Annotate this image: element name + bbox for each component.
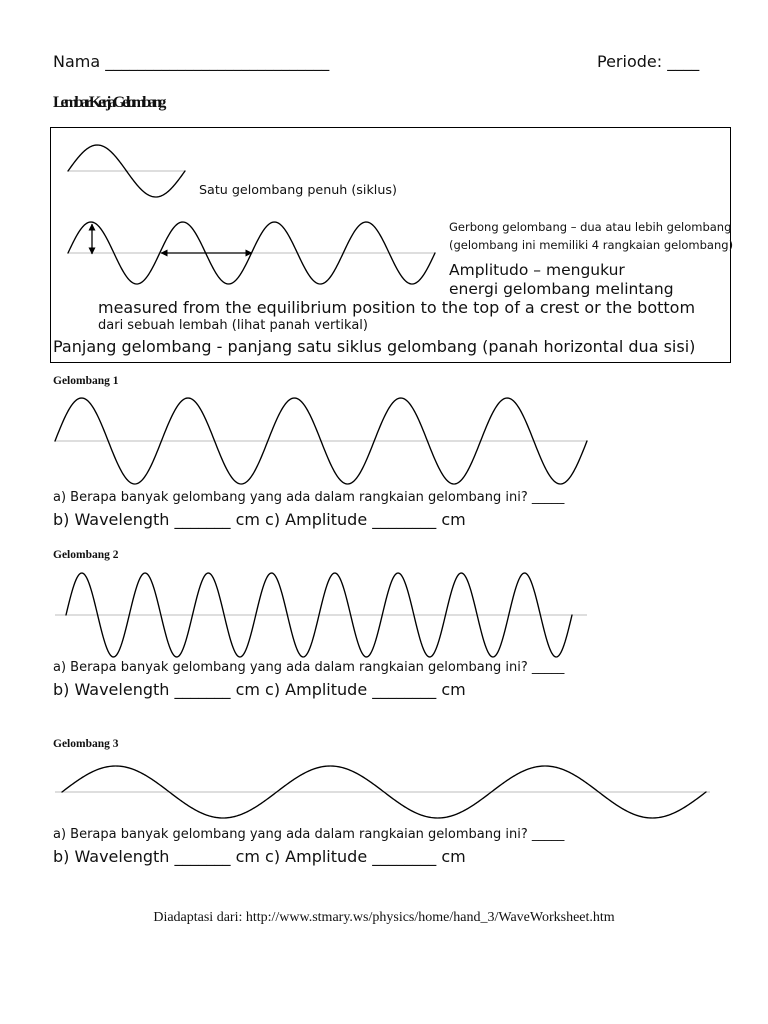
- wave-3-question-a: a) Berapa banyak gelombang yang ada dalam rangkaian gelombang ini? _____: [53, 827, 565, 842]
- wave-2-section: [0, 549, 768, 704]
- wavelength-definition: Panjang gelombang - panjang satu siklus gelombang (panah horizontal dua sisi): [53, 337, 696, 357]
- wave-1-title: Gelombang 1: [53, 375, 119, 387]
- source-attribution: Diadaptasi dari: http://www.stmary.ws/physics/home/hand_3/WaveWorksheet.htm: [153, 909, 615, 925]
- wave-2-question-a: a) Berapa banyak gelombang yang ada dalam rangkaian gelombang ini? _____: [53, 660, 565, 675]
- period-field-label: Periode: ____: [597, 52, 700, 71]
- wave-2-diagram: [0, 565, 768, 665]
- intro-definitions-box: [50, 127, 734, 363]
- page-title: LembarKerjaGelombang: [53, 94, 164, 111]
- one-wave-caption: Satu gelombang penuh (siklus): [199, 182, 397, 198]
- wave-2-title: Gelombang 2: [53, 549, 119, 561]
- name-field-label: Nama ____________________________: [53, 52, 330, 71]
- wave-train-note: (gelombang ini memiliki 4 rangkaian gelombang): [449, 238, 734, 252]
- wave-1-diagram: [0, 390, 768, 495]
- wave-3-title: Gelombang 3: [53, 738, 119, 750]
- wave-1-question-a: a) Berapa banyak gelombang yang ada dalam rangkaian gelombang ini? _____: [53, 490, 565, 505]
- wave-1-section: [0, 375, 768, 535]
- wave-1-question-bc: b) Wavelength _______ cm c) Amplitude ________ cm: [53, 510, 466, 530]
- amplitude-definition-line: dari sebuah lembah (lihat panah vertikal): [98, 318, 368, 334]
- amplitude-definition-line: measured from the equilibrium position to the top of a crest or the bottom: [98, 298, 696, 318]
- wave-2-question-bc: b) Wavelength _______ cm c) Amplitude ________ cm: [53, 680, 466, 700]
- wave-3-question-bc: b) Wavelength _______ cm c) Amplitude ________ cm: [53, 847, 466, 867]
- wave-train-caption: Gerbong gelombang – dua atau lebih gelombang: [449, 220, 732, 234]
- wave-3-diagram: [0, 755, 768, 825]
- amplitude-definition-line: Amplitudo – mengukur: [449, 260, 625, 279]
- amplitude-definition-line: energi gelombang melintang: [449, 279, 674, 298]
- wave-3-section: [0, 738, 768, 873]
